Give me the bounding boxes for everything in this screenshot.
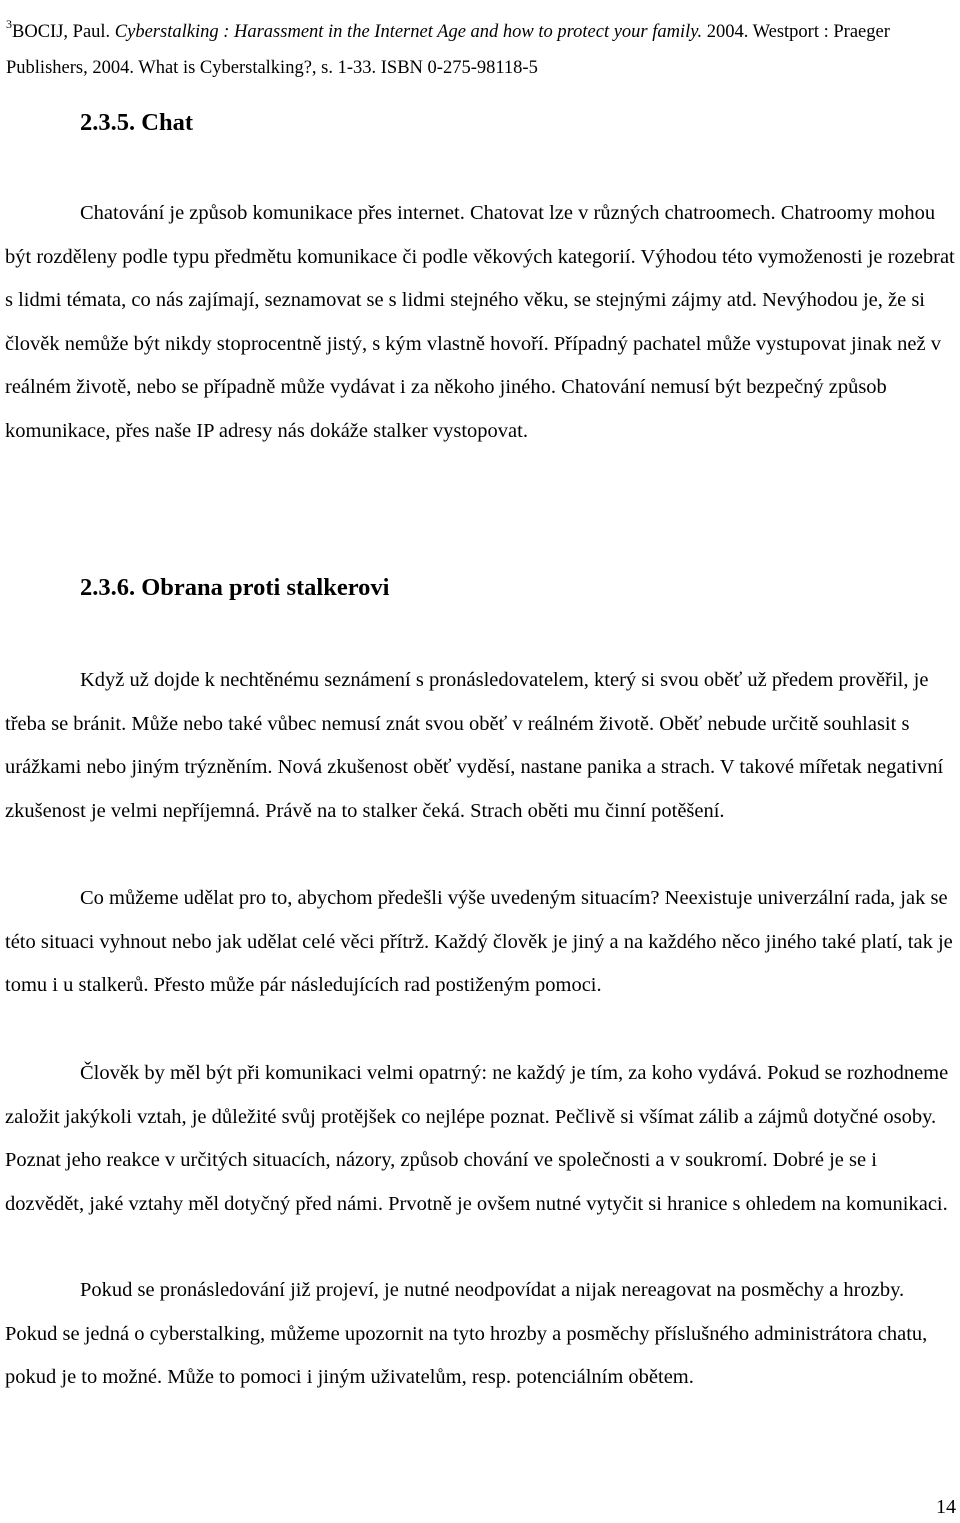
paragraph-chat: Chatování je způsob komunikace přes internet. Chatovat lze v různých chatroomech. Chatroomy mohou být rozděleny podle typu předmětu komunikace či podle věkových kategorií. Výhodou této vymoženosti je rozebrat s lidmi témata, co nás zajímají, seznamovat se s lidmi stejného věku, se stejnými zájmy atd. Nevýhodou je, že si člověk nemůže být nikdy stoprocentně jistý, s kým vlastně hovoří. Případný pachatel může vystupovat jinak než v reálném životě, nebo se případně může vydávat i za někoho jiného. Chatování nemusí být bezpečný způsob komunikace, přes naše IP adresy nás dokáže stalker vystopovat. [5, 202, 955, 442]
section-heading-defense: 2.3.6. Obrana proti stalkerovi [80, 574, 390, 601]
footnote-title: Cyberstalking : Harassment in the Internet Age and how to protect your family. [114, 22, 703, 42]
footnote-publication: 2004. Westport : Praeger Publishers, 2004. What is Cyberstalking?, s. 1-33. ISBN 0-275-98118-5 [6, 22, 890, 78]
footnote-marker: 3 [6, 17, 12, 31]
paragraph-defense-3: Člověk by měl být při komunikaci velmi opatrný: ne každý je tím, za koho vydává. Pokud se rozhodneme založit jakýkoli vztah, je důležité svůj protějšek co nejlépe poznat. Pečlivě si všímat zálib a zájmů dotyčné osoby. Poznat jeho reakce v určitých situacích, názory, způsob chování ve společnosti a v soukromí. Dobré je se i dozvědět, jaké vztahy měl dotyčný před námi. Prvotně je ovšem nutné vytyčit si hranice s ohledem na komunikaci. [5, 1062, 949, 1215]
paragraph-defense-4: Pokud se pronásledování již projeví, je nutné neodpovídat a nijak nereagovat na posměchy a hrozby. Pokud se jedná o cyberstalking, můžeme upozornit na tyto hrozby a posměchy příslušného administrátora chatu, pokud je to možné. Může to pomoci i jiným uživatelům, resp. potenciálním obětem. [5, 1279, 928, 1388]
section-heading-chat: 2.3.5. Chat [80, 109, 193, 136]
paragraph-defense-1: Když už dojde k nechtěnému seznámení s pronásledovatelem, který si svou oběť už předem prověřil, je třeba se bránit. Může nebo také vůbec nemusí znát svou oběť v reálném životě. Oběť nebude určitě souhlasit s urážkami nebo jiným trýzněním. Nová zkušenost oběť vyděsí, nastane panika a strach. V takové mířetak negativní zkušenost je velmi nepříjemná. Právě na to stalker čeká. Strach oběti mu činní potěšení. [5, 669, 944, 822]
footnote [6, 6, 952, 86]
footnote-author: BOCIJ, Paul. [12, 22, 111, 42]
paragraph-defense-2: Co můžeme udělat pro to, abychom předešli výše uvedeným situacím? Neexistuje univerzální rada, jak se této situaci vyhnout nebo jak udělat celé věci přítrž. Každý člověk je jiný a na každého něco jiného také platí, tak je tomu i u stalkerů. Přesto může pár následujících rad postiženým pomoci. [5, 887, 953, 996]
page-number: 14 [936, 1496, 956, 1518]
